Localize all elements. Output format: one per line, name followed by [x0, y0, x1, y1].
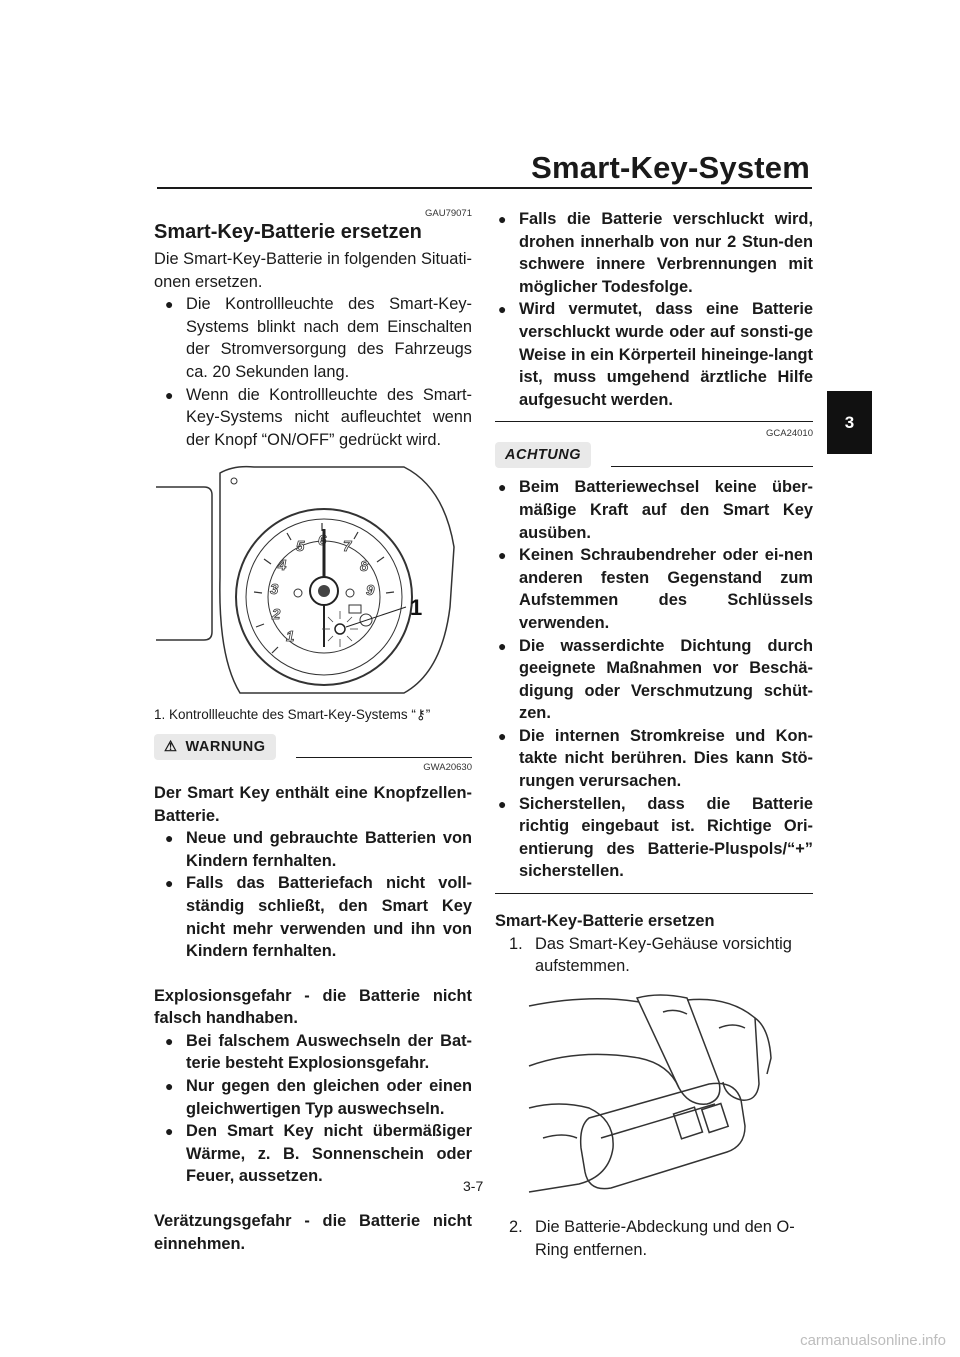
- section-code: GAU79071: [424, 208, 472, 219]
- warning-code: GWA20630: [423, 761, 472, 773]
- list-item: ● Die wasserdichte Dichtung durch geeignete Maßnahmen vor Beschä-digung oder Verschmutzung schüt-zen.: [495, 635, 813, 725]
- situation-list: [154, 293, 472, 451]
- notice-label: ACHTUNG: [495, 442, 591, 468]
- page-title: Smart-Key-System: [531, 150, 810, 185]
- warning-end-rule: [495, 421, 813, 422]
- warning-list-1: [154, 827, 472, 963]
- gauge-number: 2: [272, 606, 281, 624]
- left-column: [154, 208, 472, 1255]
- procedure-heading: Smart-Key-Batterie ersetzen: [495, 912, 715, 931]
- list-item: ● Sicherstellen, dass die Batterie richtig eingebaut ist. Richtige Ori-entierung des Batterie-Pluspols/“+” sicherstellen.: [495, 793, 813, 883]
- intro-text: Die Smart-Key-Batterie in folgenden Situati-onen ersetzen.: [154, 250, 472, 291]
- dashboard-figure: [154, 457, 472, 724]
- gauge-number: 8: [360, 558, 369, 576]
- list-item: ● Beim Batteriewechsel keine über-mäßige Kraft auf den Smart Key ausüben.: [495, 476, 813, 544]
- list-item: 1. Das Smart-Key-Gehäuse vorsichtig aufstemmen.: [509, 934, 792, 976]
- list-item: ● Falls das Batteriefach nicht voll-ständig schließt, den Smart Key nicht mehr verwenden und ihn von Kindern fernhalten.: [162, 872, 472, 962]
- key-opening-illustration: [519, 988, 799, 1198]
- notice-list: [495, 476, 813, 883]
- procedure-steps: [495, 933, 813, 978]
- gauge-number: 1: [286, 628, 295, 646]
- gauge-number: 7: [343, 538, 352, 556]
- list-item: ● Keinen Schraubendreher oder ei-nen anderen festen Gegenstand zum Aufstemmen des Schlüssels verwenden.: [495, 544, 813, 634]
- list-item: ● Falls die Batterie verschluckt wird, drohen innerhalb von nur 2 Stun-den schwere innere Verbrennungen mit möglicher Todesfolge.: [495, 208, 813, 298]
- list-item: ● Wenn die Kontrollleuchte des Smart-Key-Systems nicht aufleuchtet wenn der Knopf “ON/OFF” gedrückt wird.: [162, 384, 472, 452]
- notice-end-rule: [495, 893, 813, 894]
- key-opening-figure: [519, 988, 813, 1205]
- chapter-tab[interactable]: 3: [827, 391, 872, 454]
- procedure-steps-continued: [495, 1216, 813, 1261]
- warning-paragraph: Explosionsgefahr - die Batterie nicht falsch handhaben.: [154, 986, 472, 1028]
- right-column: [495, 208, 813, 1262]
- warning-intro: Der Smart Key enthält eine Knopfzellen-Batterie.: [154, 783, 472, 825]
- list-item: 2. Die Batterie-Abdeckung und den O-Ring entfernen.: [509, 1218, 795, 1259]
- page-number: 3-7: [463, 1178, 484, 1194]
- speedometer-illustration: [154, 457, 472, 697]
- notice-rule: [611, 466, 813, 467]
- figure-caption: 1. Kontrollleuchte des Smart-Key-Systems “⚷”: [154, 706, 431, 722]
- list-item: ● Wird vermutet, dass eine Batterie verschluckt wurde oder auf sonsti-ge Weise in ein Körperteil hineinge-langt ist, muss umgehend ärztliche Hilfe aufgesucht werden.: [495, 298, 813, 411]
- warning-rule: [296, 757, 472, 758]
- title-rule: [157, 187, 812, 189]
- gauge-number: 6: [318, 532, 327, 550]
- gauge-number: 3: [270, 581, 279, 599]
- warning-triangle-icon: ⚠: [164, 738, 178, 755]
- gauge-number: 5: [296, 538, 305, 556]
- watermark[interactable]: carmanualsonline.info: [800, 1332, 946, 1349]
- list-item: ● Nur gegen den gleichen oder einen gleichwertigen Typ auswechseln.: [162, 1075, 472, 1120]
- gauge-number: 9: [366, 582, 375, 600]
- warning-header: [154, 732, 472, 762]
- list-item: ● Bei falschem Auswechseln der Bat-terie besteht Explosionsgefahr.: [162, 1030, 472, 1075]
- smart-key-icon: ⚷: [415, 706, 426, 722]
- figure-callout-number: 1: [410, 595, 423, 621]
- warning-list-2: [154, 1030, 472, 1188]
- warning-label: ⚠ WARNUNG: [154, 734, 276, 760]
- list-item: ● Neue und gebrauchte Batterien von Kindern fernhalten.: [162, 827, 472, 872]
- warning-paragraph: Verätzungsgefahr - die Batterie nicht einnehmen.: [154, 1212, 472, 1253]
- section-heading: Smart-Key-Batterie ersetzen: [154, 221, 422, 243]
- list-item: ● Den Smart Key nicht übermäßiger Wärme, z. B. Sonnenschein oder Feuer, aussetzen.: [162, 1120, 472, 1188]
- list-item: ● Die Kontrollleuchte des Smart-Key-Systems blinkt nach dem Einschalten der Stromversorgung des Fahrzeugs ca. 20 Sekunden lang.: [162, 293, 472, 383]
- notice-header: [495, 440, 813, 470]
- warning-list-3: [495, 208, 813, 411]
- list-item: ● Die internen Stromkreise und Kon-takte nicht berühren. Dies kann Stö-rungen verursachen.: [495, 725, 813, 793]
- gauge-number: 4: [278, 557, 287, 575]
- notice-code: GCA24010: [765, 428, 813, 440]
